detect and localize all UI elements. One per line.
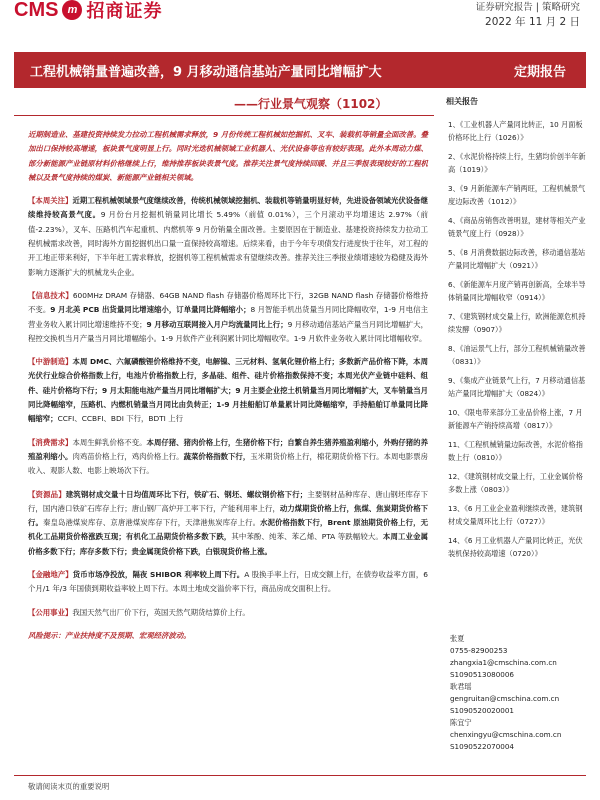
section-resources: 【资源品】建筑钢材成交量十日均值周环比下行，铁矿石、钢坯、螺纹钢价格下行；主要钢材品种库存、唐山钢坯库存下行，国内港口铁矿石库存上行；唐山钢厂高炉开工率下行，产能利用率上行，动力煤期货价格上行，焦煤、焦炭期货价格下行。秦皇岛港煤炭库存、京唐港煤炭库存下行，天津港焦炭库存上行。水泥价格指数下行，Brent 原油期货价格上行，无机化工品期货价格涨跌互现；有机化工品期货价格多数下跌，其中苯酚、纯苯、苯乙烯、PTA 等跌幅较大。本周工业金属价格多数下行；库存多数下行；贵金属现货价格下跌，白银现货价格上涨。 [28,489,428,556]
related-report-item[interactable]: 4、《商品房销售改善明显，建材等相关产业链景气度上行（0928）》 [448,216,586,238]
related-report-item[interactable]: 11、《工程机械销量边际改善，水泥价格指数上行（0810）》 [448,440,583,462]
page-header [0,0,600,38]
analyst-email[interactable]: chenxingyu@cmschina.com.cn [450,730,562,739]
analyst-name: 陈宜宁 [450,718,472,727]
main-content [28,128,428,652]
divider [14,115,434,116]
report-date: 2022 年 11 月 2 日 [485,16,580,28]
footer-note: 敬请阅读末页的重要说明 [28,782,110,791]
report-subtitle: ——行业景气观察（1102） [234,97,388,111]
sidebar-heading: 相关报告 [446,97,478,106]
related-reports-sidebar [446,95,586,566]
analyst-contacts [450,633,561,753]
section-midstream: 【中游制造】本周 DMC、六氟磷酸锂价格维持不变，电解镍、三元材料、氢氧化锂价格上行；多数新产品价格下降，本周光伏行业综合价格指数上行，电池片价格指数上行，多晶硅、组件、硅片价格指数保持不变；本周光伏产业链中硅料、组件、硅片价格均下行；9 月太阳能电池产量当月同比增幅扩大；9 月主要企业挖土机销量当月同比增幅扩大，叉车销量当月同比降幅缩窄，压路机、内燃机销量当月同比由负转正；1-9 月挂船舶订单量累计同比降幅缩窄，手持船舶订单量同比降幅缩窄；CCFI、CCBFI、BDI 下行，BDTI 上行 [28,357,428,424]
related-report-item[interactable]: 1、《工业机器人产量同比转正，10 月面板价格环比上行（1026）》 [448,120,583,142]
related-report-item[interactable]: 8、《油运景气上行，部分工程机械销量改善（0831）》 [448,344,586,366]
analyst-name: 张夏 [450,634,465,643]
related-report-item[interactable]: 3、《9 月新能源车产销两旺，工程机械景气度边际改善（1012）》 [448,184,586,206]
analyst-name: 耿君瑶 [450,682,472,691]
report-type: 证券研究报告 | 策略研究 [475,2,580,13]
analyst-license: S1090513080006 [450,670,515,679]
related-report-item[interactable]: 10、《限电带来部分工业品价格上涨，7 月新能源车产销持续高增（0817）》 [448,408,583,430]
analyst-phone: 0755-82900253 [450,646,508,655]
company-logo [14,0,162,22]
report-category-tag: 定期报告 [513,65,566,80]
section-consumer: 【消费需求】本周生鲜乳价格不变。本周仔猪、猪肉价格上行，生猪价格下行；自繁自养生猪养殖盈利缩小，外购仔猪的养殖盈利缩小。肉鸡苗价格上行，鸡肉价格上行。蔬菜价格指数下行，玉米期货价格上行，棉花期货价格下行。本周电影票房收入、观影人数、电影上映场次下行。 [28,437,428,476]
section-finance: 【金融地产】货币市场净投放，隔夜 SHIBOR 利率较上周下行。A 股换手率上行，日成交额上行，在债券收益率方面，6 个月/1 年/3 年国债到期收益率较上周下行。本周土地成交溢价率下行，商品房成交面积上行。 [28,570,428,594]
risk-warning: 风险提示：产业扶持度不及预期、宏观经济波动。 [28,630,191,640]
related-report-item[interactable]: 9、《集成产业链景气上行，7 月移动通信基站产量同比增幅扩大（0824）》 [448,376,586,398]
related-report-item[interactable]: 6、《新能源车月度产销再创新高，全球半导体销量同比增幅收窄（0914）》 [448,280,586,302]
section-utilities: 【公用事业】我国天然气出厂价下行，英国天然气期货结算价上行。 [28,607,250,617]
analyst-license: S1090522070004 [450,742,515,751]
related-report-item[interactable]: 14、《6 月工业机器人产量同比转正，光伏装机保持较高增速（0720）》 [448,536,583,558]
summary-paragraph: 近期制造业、基建投资持续发力拉动工程机械需求释放，9 月份传统工程机械如挖掘机、叉车、装载机等销量全面改善。叠加出口保持较高增速，板块景气度明显上行。同时光迭机械领域工业机器人、光伏设备等也有较好表现。此外本周动力煤、部分新能源产业链原材料价格继续上行，维持推荐板块表景气度。推荐关注景气度持续回暖、并且三季报表现较好的工程机械以及景气度持续的煤炭、新能源产业链相关领域。 [28,130,428,182]
footer-divider [14,775,586,776]
header-meta [476,1,580,29]
related-report-item[interactable]: 2、《水泥价格持续上行，生猪均价创半年新高（1019）》 [448,152,586,174]
logo-mark-icon: m [62,0,82,20]
analyst-email[interactable]: zhangxia1@cmschina.com.cn [450,658,557,667]
related-report-item[interactable]: 13、《6 月工业企业盈利继续改善，建筑钢材成交量周环比上行（0727）》 [448,504,583,526]
logo-text-cn: 招商证券 [86,1,163,21]
section-it: 【信息技术】600MHz DRAM 存储器、64GB NAND flash 存储器价格周环比下行，32GB NAND flash 存储器价格维持不变。9 月北美 PCB 出货量同比增速缩小，订单量同比降幅缩小；8 月智能手机出货量当月同比降幅收窄，1-9 月电信主营业务收入累计同比增速维持不变；9 月移动互联网接入月户均流量同比上行；9 月移动通信基站产量当月同比增幅扩大，程控交换机当月产量当月同比增幅缩小。1-9 月软件产业利润累计同比增幅收窄。1-9 月软件业务收入累计同比增幅收窄。 [28,290,428,343]
analyst-email[interactable]: gengruitan@cmschina.com.cn [450,694,560,703]
title-bar [14,52,586,88]
section-focus: 【本周关注】近期工程机械领域景气度继续改善，传统机械领域挖掘机、装载机等销量明显好转，先进设备领域光伏设备继续维持较高景气度。9 月份台月挖掘机销量同比增长 5.49%（前值 0.01%），三个月滚动平均增速达 2.97%（前值-2.23%），叉车、压路机汽车起重机、内燃机等 9 月份销量全面改善。主要原因在于制造业、基建投资持续发力拉动工程机械需求改善，同时海外方面挖掘机出口量一直保持较高增速。后续来看，由于今年专项债发行进度快于往年，对工程的开工地正带来利好，下半年赶工需求释放，挖掘机等工程机械需求有望继续改善。推荐关注三季报业绩增速较为稳健及海外影响力逐渐扩大的机械龙头企业。 [28,196,428,277]
logo-text-en: CMS [14,0,59,21]
related-report-item[interactable]: 5、《8 月消费数据边际改善，移动通信基站产量同比增幅扩大（0921）》 [448,248,586,270]
report-title: 工程机械销量普遍改善，9 月移动通信基站产量同比增幅扩大 [30,65,382,80]
analyst-license: S1090520020001 [450,706,515,715]
related-report-item[interactable]: 7、《建筑钢材成交量上行，欧洲能源危机持续发酵（0907）》 [448,312,586,334]
related-report-item[interactable]: 12、《建筑钢材成交量上行，工业金属价格多数上涨（0803）》 [448,472,583,494]
